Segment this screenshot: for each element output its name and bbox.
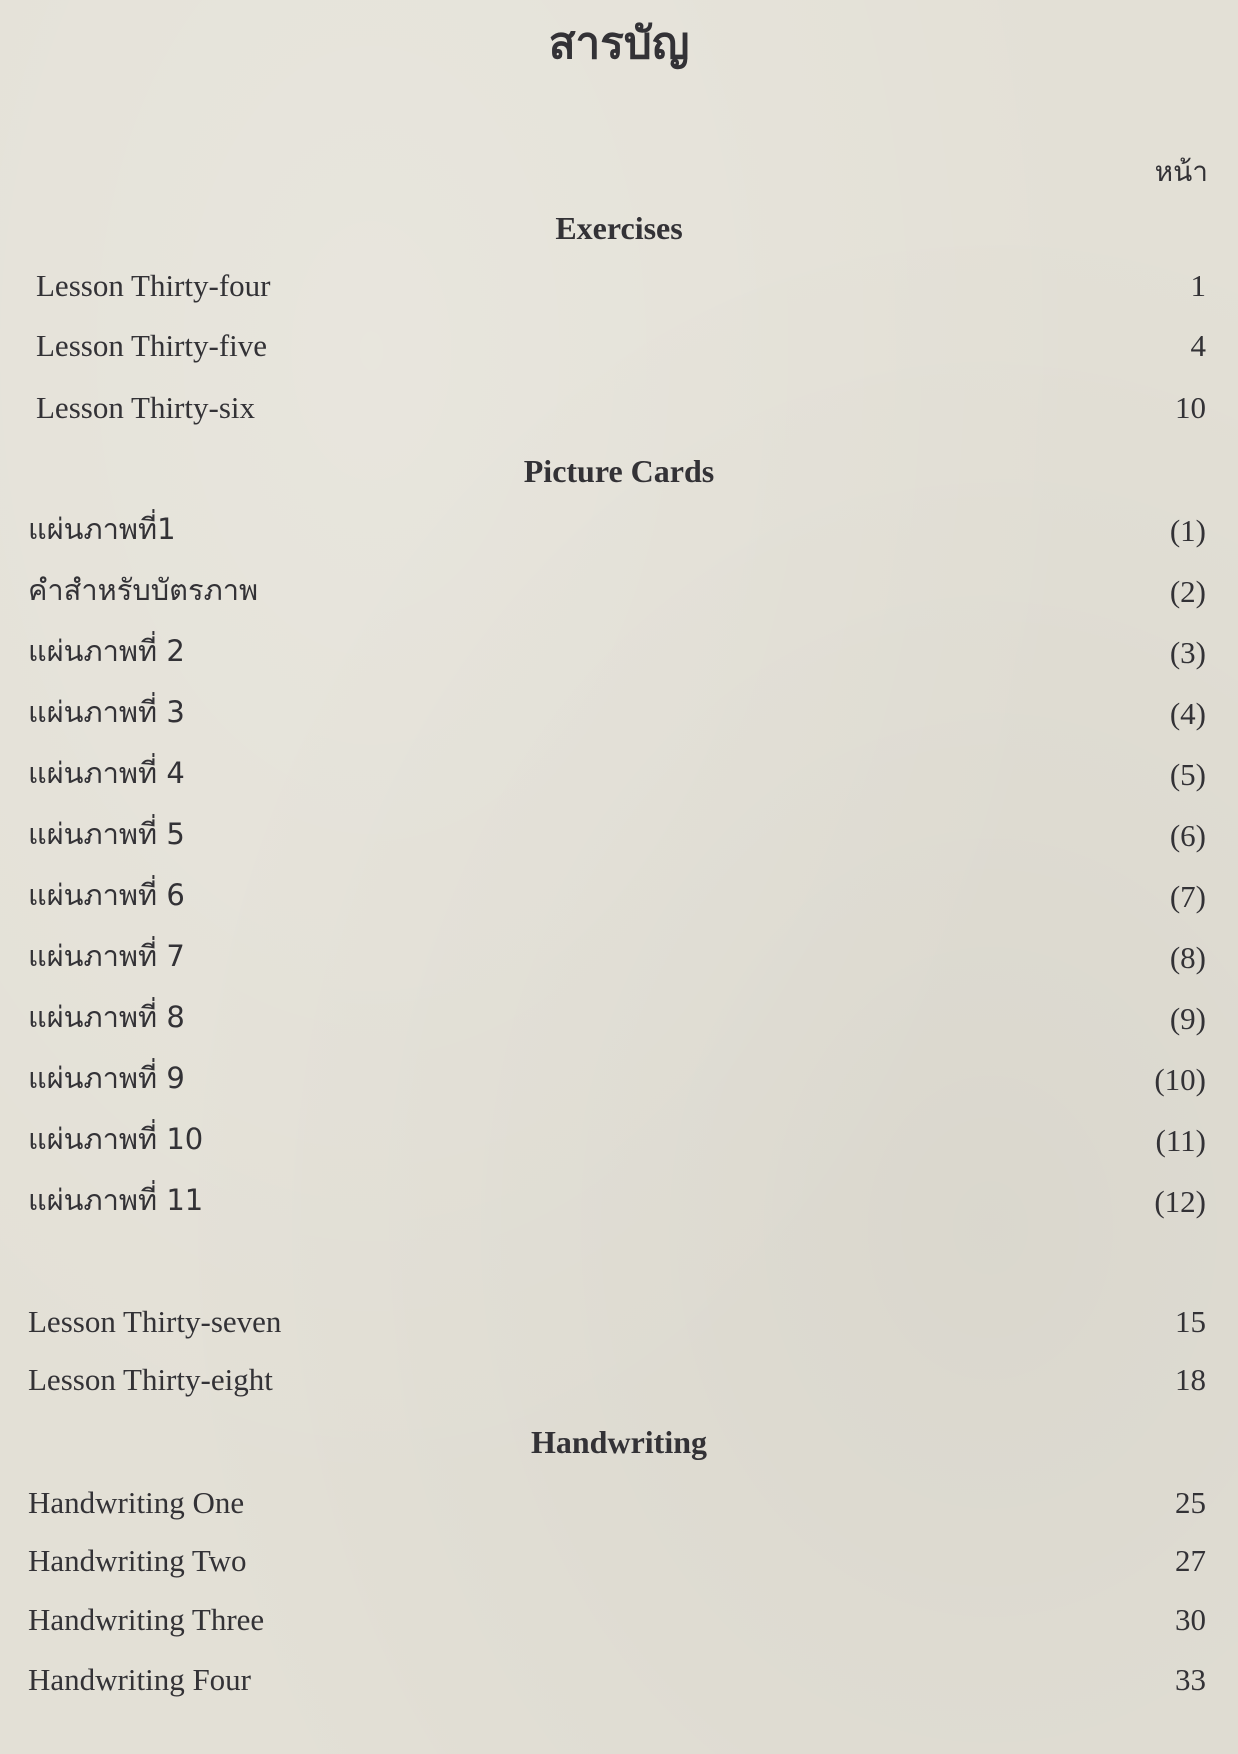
toc-entry-label: แผ่นภาพที่ 11 — [28, 1183, 204, 1217]
toc-entry-label: แผ่นภาพที่ 8 — [28, 1000, 185, 1034]
toc-entry[interactable] — [0, 270, 1238, 310]
toc-entry-label: แผ่นภาพที่ 7 — [28, 939, 185, 973]
toc-entry-label: Lesson Thirty-six — [36, 390, 255, 425]
toc-entry-page: (11) — [1155, 1123, 1206, 1158]
toc-entry-label: Handwriting One — [28, 1485, 245, 1520]
toc-entry[interactable] — [0, 817, 1238, 860]
toc-entry[interactable] — [0, 1364, 1238, 1404]
toc-entry-page: 30 — [1175, 1602, 1206, 1637]
toc-entry-page: (9) — [1169, 1001, 1206, 1036]
toc-entry[interactable] — [0, 1487, 1238, 1527]
toc-entry[interactable] — [0, 330, 1238, 370]
toc-entry-page: 18 — [1175, 1362, 1206, 1397]
toc-entry-label: Lesson Thirty-four — [36, 268, 271, 303]
toc-entry-page: (6) — [1169, 818, 1206, 853]
toc-entry-page: 27 — [1175, 1543, 1206, 1578]
toc-entry-page: (1) — [1169, 513, 1206, 548]
toc-entry-label: แผ่นภาพที่ 4 — [28, 756, 185, 790]
page-title: สารบัญ — [548, 18, 690, 69]
toc-entry-page: (10) — [1154, 1062, 1206, 1097]
toc-entry[interactable] — [0, 939, 1238, 982]
toc-entry-label: แผ่นภาพที่1 — [28, 512, 176, 546]
section-heading-exercises: Exercises — [555, 210, 683, 246]
toc-entry-label: แผ่นภาพที่ 3 — [28, 695, 185, 729]
toc-entry-label: แผ่นภาพที่ 2 — [28, 634, 185, 668]
toc-entry-page: 33 — [1175, 1662, 1206, 1697]
toc-entry-label: Lesson Thirty-five — [36, 328, 268, 363]
toc-entry[interactable] — [0, 1604, 1238, 1644]
toc-entry[interactable] — [0, 512, 1238, 555]
toc-entry-label: Handwriting Four — [28, 1662, 252, 1697]
toc-entry-label: แผ่นภาพที่ 5 — [28, 817, 185, 851]
toc-entry-label: Lesson Thirty-seven — [28, 1304, 282, 1339]
toc-entry-page: (12) — [1154, 1184, 1206, 1219]
toc-entry[interactable] — [0, 634, 1238, 677]
toc-entry[interactable] — [0, 573, 1238, 616]
toc-entry-page: (5) — [1169, 757, 1206, 792]
toc-entry[interactable] — [0, 1545, 1238, 1585]
toc-entry-label: Lesson Thirty-eight — [28, 1362, 273, 1397]
toc-entry[interactable] — [0, 1183, 1238, 1226]
toc-entry-page: (3) — [1169, 635, 1206, 670]
toc-entry-label: แผ่นภาพที่ 9 — [28, 1061, 185, 1095]
toc-entry[interactable] — [0, 1061, 1238, 1104]
toc-entry[interactable] — [0, 1664, 1238, 1704]
toc-entry-page: (7) — [1169, 879, 1206, 914]
toc-entry-page: (8) — [1169, 940, 1206, 975]
toc-entry-page: 4 — [1190, 328, 1206, 363]
toc-entry-label: แผ่นภาพที่ 10 — [28, 1122, 204, 1156]
toc-entry-label: Handwriting Three — [28, 1602, 265, 1637]
toc-entry-page: (2) — [1169, 574, 1206, 609]
toc-entry-page: 15 — [1175, 1304, 1206, 1339]
section-heading-handwriting: Handwriting — [530, 1424, 708, 1460]
toc-entry[interactable] — [0, 756, 1238, 799]
toc-entry[interactable] — [0, 695, 1238, 738]
toc-entry-label: แผ่นภาพที่ 6 — [28, 878, 185, 912]
toc-entry-page: 10 — [1175, 390, 1206, 425]
toc-entry[interactable] — [0, 392, 1238, 432]
toc-entry[interactable] — [0, 878, 1238, 921]
section-heading-picture-cards: Picture Cards — [523, 453, 715, 489]
toc-entry-page: 1 — [1190, 268, 1206, 303]
toc-entry[interactable] — [0, 1306, 1238, 1346]
toc-entry-label: Handwriting Two — [28, 1543, 247, 1578]
toc-entry-label: คำสำหรับบัตรภาพ — [28, 573, 259, 607]
page-column-header: หน้า — [1154, 155, 1208, 188]
toc-entry-page: (4) — [1169, 696, 1206, 731]
toc-entry[interactable] — [0, 1122, 1238, 1165]
toc-entry[interactable] — [0, 1000, 1238, 1043]
toc-entry-page: 25 — [1175, 1485, 1206, 1520]
